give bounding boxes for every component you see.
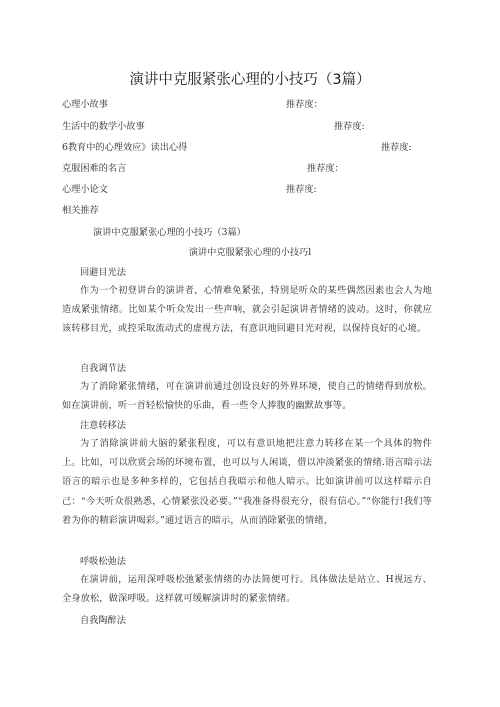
related-item-4-rating: 推荐度：: [307, 163, 344, 174]
section-body-1: 作为一个初登讲台的演讲者，心情难免紧张，特别是听众的某些偶然因素也会人为地造成紧张情绪。比如某个听众发出一些声响，就会引起演讲者情绪的波动。这时，你就应该转移目光，或控采取流动式的虚视方法，有意识地回避目光对视，以保持良好的心境。: [62, 285, 432, 335]
section-heading-4: 呼吸松弛法: [80, 556, 126, 567]
document-title: 演讲中克服紧张心理的小技巧（3篇）: [129, 72, 371, 88]
article-title-center: 演讲中克服紧张心理的小技巧l: [188, 247, 312, 258]
section-heading-1: 回避目光法: [80, 267, 126, 278]
related-item-1-rating: 推荐度：: [286, 99, 323, 110]
article-title-left: 演讲中克服紧张心理的小技巧（3篇）: [93, 227, 246, 238]
related-item-2-name[interactable]: 生活中的数学小故事: [62, 121, 145, 132]
related-item-3-name[interactable]: 6教育中的心理效应》读出心得: [62, 142, 188, 153]
related-item-2-rating: 推荐度:: [334, 121, 365, 132]
section-heading-3: 注意转移法: [80, 420, 126, 431]
related-item-4-name[interactable]: 克服困难的名言: [62, 163, 127, 174]
section-body-4: 在演讲前，运用深呼吸松弛紧张情绪的办法简便可行。具体做法是站立、H视远方、全身放松，做深呼吸。这样就可缓解演讲时的紧张情绪。: [62, 574, 432, 605]
related-item-3-rating: 推荐度:: [381, 142, 412, 153]
section-body-3: 为了消除演讲前大脑的紧张程度，可以有意识地把注意力转移在某一个具体的物件上。比如，可以欣赏会场的环境布置，也可以与人闲谈，借以冲淡紧张的情绪.语言暗示法语言的暗示也是多种多样的，它包括自我暗示和他人暗示。比如演讲前可以这样暗示自己：“今天听众很熟悉，心情紧张没必要。”“我准备得很充分，很有信心。”“你能行!我们等着为你的精彩演讲喝彩。”通过语言的暗示，从而消除紧张的情绪，: [62, 438, 432, 526]
section-body-2: 为了消除紧张情绪，可在演讲前通过创设良好的外界环境，使自己的情绪得到放松。如在演讲前，听一首轻松愉快的乐曲，看一些令人捧腹的幽默故事等。: [62, 381, 432, 412]
related-item-5-name[interactable]: 心理小论文: [62, 184, 108, 195]
section-heading-2: 自我调节法: [80, 363, 126, 374]
related-item-1-name[interactable]: 心理小故事: [62, 99, 108, 110]
related-item-5-rating: 推荐度:: [286, 184, 317, 195]
related-label: 相关推荐: [62, 205, 99, 216]
section-heading-5: 自我陶醉法: [80, 615, 126, 626]
